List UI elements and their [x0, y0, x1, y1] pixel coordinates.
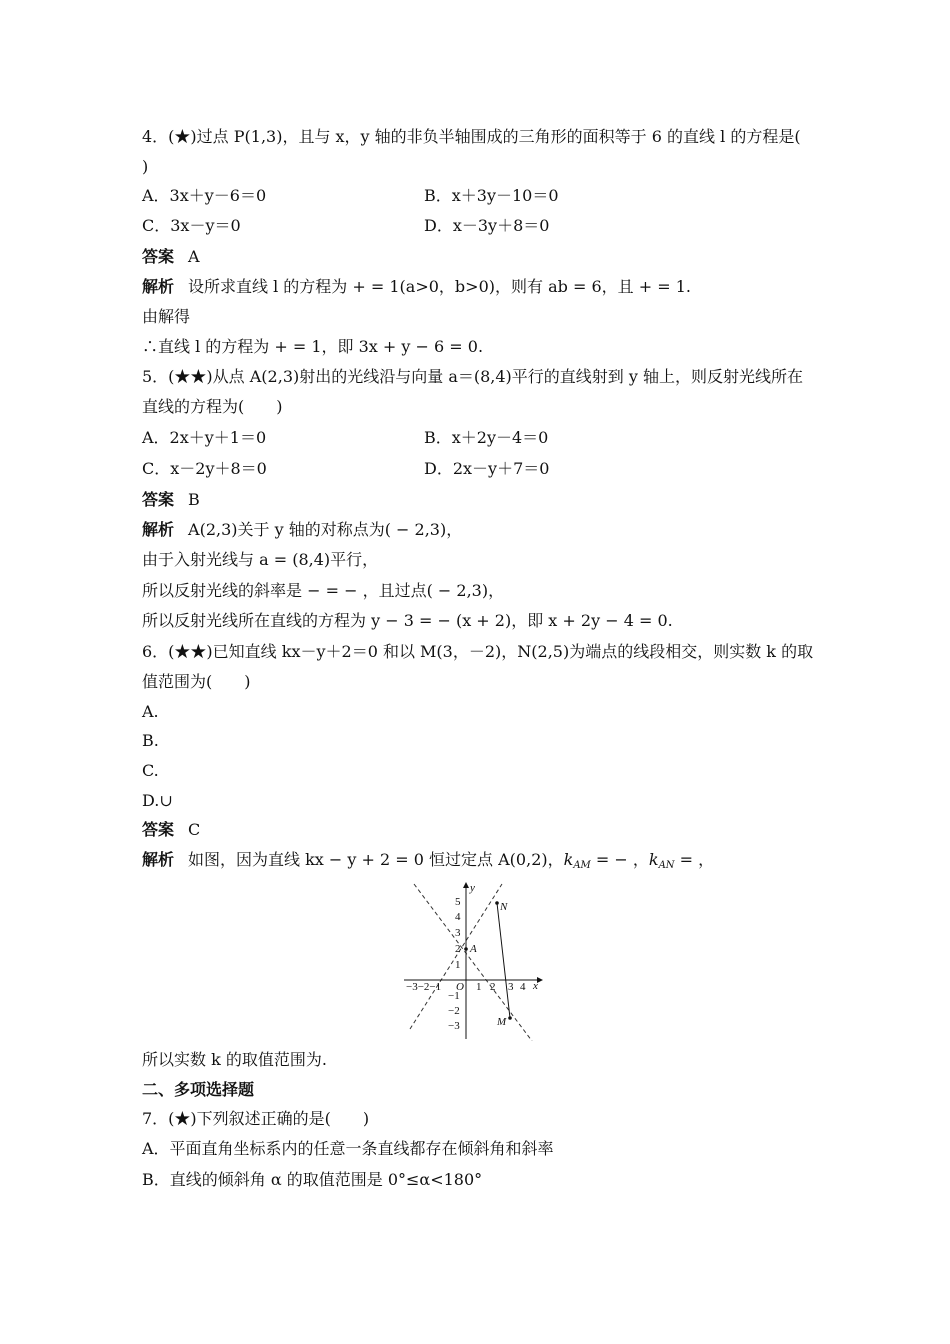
k-am-subscript: AM: [573, 860, 591, 871]
q4-analysis-line2: 由解得: [142, 307, 191, 326]
q4-stem-line1: 4．(★)过点 P(1,3)，且与 x，y 轴的非负半轴围成的三角形的面积等于 6 的直线 l 的方程是(: [142, 127, 801, 146]
y-tick-3: 3: [455, 927, 461, 939]
y-tick-neg1: −1: [448, 990, 460, 1002]
analysis-label: 解析: [142, 520, 175, 539]
y-tick-neg2: −2: [448, 1005, 460, 1017]
q5-option-a: A．2x＋y＋1＝0: [142, 428, 267, 447]
q5-option-c: C．x－2y＋8＝0: [142, 459, 267, 478]
y-tick-5: 5: [455, 896, 461, 908]
q4-analysis-line1: [142, 276, 691, 298]
q4-option-d: D．x－3y＋8＝0: [424, 216, 550, 235]
analysis-label: 解析: [142, 850, 175, 869]
origin-label: O: [456, 981, 464, 993]
q5-analysis-line2: 由于入射光线与 a = (8,4)平行，: [142, 550, 379, 569]
q5-option-d: D．2x－y＋7＝0: [424, 459, 550, 478]
point-m-label: M: [497, 1016, 507, 1028]
point-a-label: A: [470, 943, 477, 955]
answer-label: 答案: [142, 820, 175, 839]
analysis-label: 解析: [142, 277, 175, 296]
x-tick-3: 3: [508, 981, 514, 993]
q5-option-b: B．x＋2y－4＝0: [424, 428, 549, 447]
q4-option-a: A．3x＋y－6＝0: [142, 186, 267, 205]
q6-option-d: D.∪: [142, 791, 173, 810]
q6-conclusion: 所以实数 k 的取值范围为.: [142, 1050, 327, 1069]
x-tick-negative: −3−2−1: [406, 981, 442, 993]
y-tick-2: 2: [455, 943, 461, 955]
answer-label: 答案: [142, 247, 175, 266]
q4-stem-line2: ): [142, 157, 149, 176]
y-tick-4: 4: [455, 911, 461, 923]
x-axis-label: x: [533, 980, 538, 992]
point-a: [464, 947, 468, 951]
y-tick-1: 1: [455, 959, 461, 971]
coordinate-graph-figure: [404, 881, 544, 1041]
x-tick-2: 2: [490, 981, 496, 993]
answer-label: 答案: [142, 490, 175, 509]
q7-option-b: B．直线的倾斜角 α 的取值范围是 0°≤α<180°: [142, 1170, 483, 1189]
section-heading: 二、多项选择题: [142, 1080, 255, 1099]
x-tick-1: 1: [476, 981, 482, 993]
q5-stem-line2: 直线的方程为( ): [142, 397, 283, 416]
k-am-symbol: k: [563, 850, 574, 869]
point-n-label: N: [500, 901, 508, 913]
q5-analysis-line3: 所以反射光线的斜率是 − = − ，且过点( − 2,3)，: [142, 581, 505, 600]
q6-answer: [142, 819, 200, 841]
q6-analysis-line1: [142, 849, 714, 871]
q6-stem-line2: 值范围为( ): [142, 672, 251, 691]
q5-analysis-line4: 所以反射光线所在直线的方程为 y − 3 = − (x + 2)，即 x + 2y − 4 = 0.: [142, 611, 673, 630]
q6-option-a: A.: [142, 702, 159, 721]
q6-stem-line1: 6．(★★)已知直线 kx－y＋2＝0 和以 M(3，－2)，N(2,5)为端点的线段相交，则实数 k 的取: [142, 642, 814, 661]
analysis-text: A(2,3)关于 y 轴的对称点为( − 2,3)，: [188, 520, 463, 539]
q5-stem-line1: 5．(★★)从点 A(2,3)射出的光线沿与向量 a＝(8,4)平行的直线射到 y 轴上，则反射光线所在: [142, 367, 804, 386]
q5-analysis-line1: [142, 519, 462, 541]
k-am-value: = − ，: [590, 850, 649, 869]
q4-option-c: C．3x－y＝0: [142, 216, 241, 235]
q5-answer: [142, 489, 200, 511]
q7-option-a: A．平面直角坐标系内的任意一条直线都存在倾斜角和斜率: [142, 1139, 554, 1158]
q6-option-c: C.: [142, 761, 159, 780]
x-tick-4: 4: [520, 981, 526, 993]
y-tick-neg3: −3: [448, 1020, 460, 1032]
answer-value: A: [188, 247, 200, 266]
analysis-text: 如图，因为直线 kx − y + 2 = 0 恒过定点 A(0,2)，: [188, 850, 564, 869]
k-an-subscript: AN: [658, 860, 675, 871]
point-m: [508, 1016, 512, 1020]
q4-answer: [142, 246, 200, 268]
dashed-line-am: [414, 884, 532, 1041]
q7-stem: 7．(★)下列叙述正确的是( ): [142, 1109, 370, 1128]
y-axis-label: y: [470, 882, 475, 894]
q6-option-b: B.: [142, 731, 159, 750]
answer-value: B: [188, 490, 200, 509]
point-n: [495, 901, 499, 905]
segment-mn: [497, 903, 510, 1018]
q4-analysis-line3: ∴直线 l 的方程为 + = 1，即 3x + y − 6 = 0.: [142, 337, 484, 356]
k-an-symbol: k: [648, 850, 659, 869]
k-an-value: = ，: [674, 850, 715, 869]
analysis-text: 设所求直线 l 的方程为 + = 1(a>0，b>0)，则有 ab = 6，且 + = 1.: [188, 277, 691, 296]
q4-option-b: B．x＋3y－10＝0: [424, 186, 559, 205]
answer-value: C: [188, 820, 201, 839]
